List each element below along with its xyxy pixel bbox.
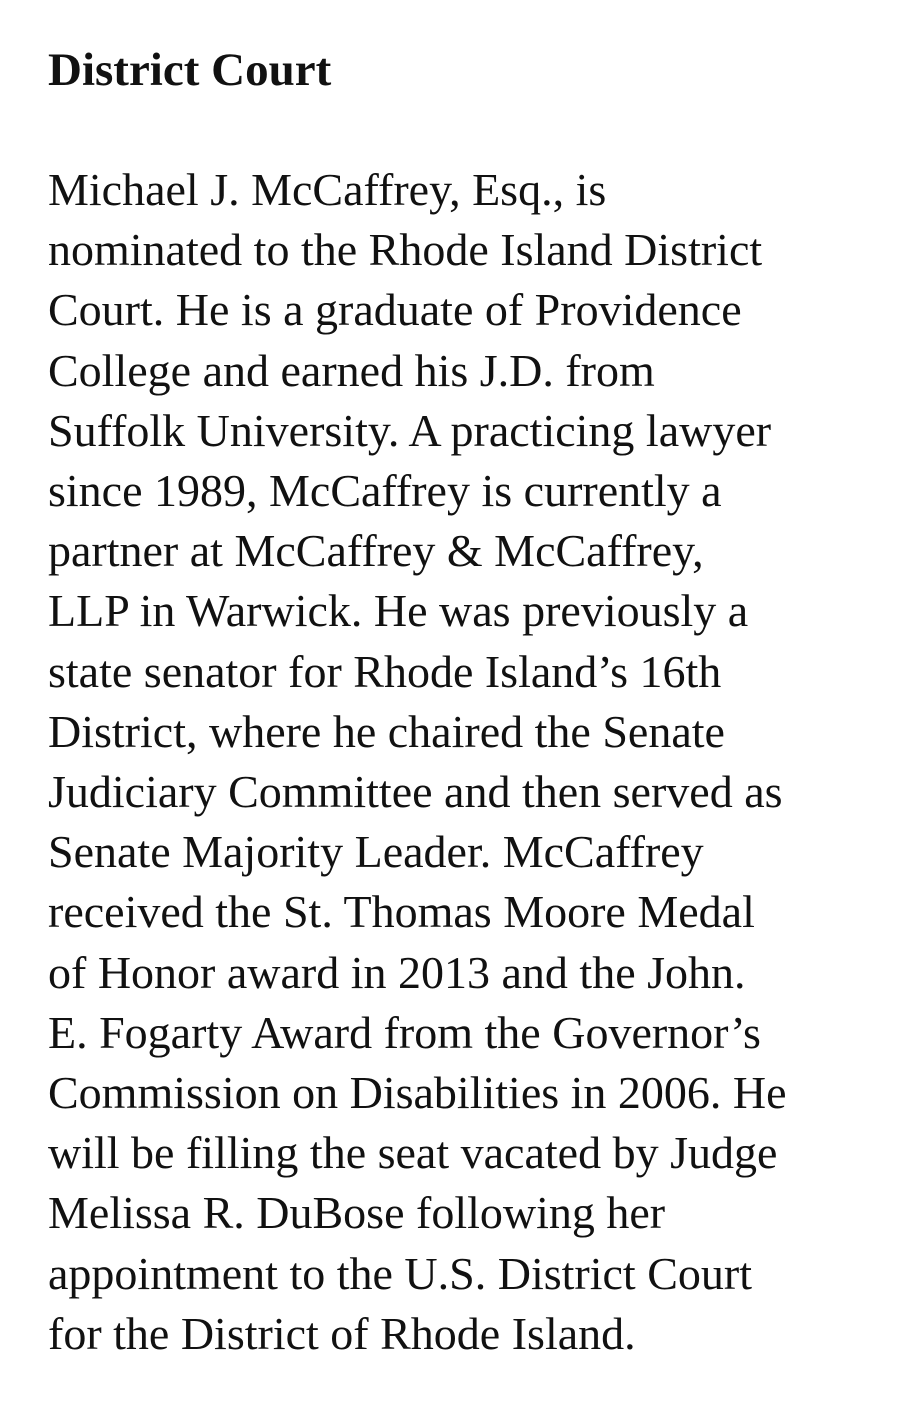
paragraph-line: appointment to the U.S. District Court [48, 1247, 752, 1299]
document-page [48, 40, 898, 1364]
paragraph-line: will be filling the seat vacated by Judge [48, 1127, 778, 1179]
section-heading: District Court [48, 44, 332, 96]
paragraph-line: for the District of Rhode Island. [48, 1307, 636, 1359]
paragraph-line: LLP in Warwick. He was previously a [48, 585, 749, 637]
paragraph-line: E. Fogarty Award from the Governor’s [48, 1006, 761, 1058]
paragraph-line: Commission on Disabilities in 2006. He [48, 1067, 787, 1119]
paragraph-line: since 1989, McCaffrey is currently a [48, 465, 722, 517]
nominee-paragraph [48, 160, 898, 1364]
paragraph-line: received the St. Thomas Moore Medal [48, 886, 755, 938]
paragraph-line: Senate Majority Leader. McCaffrey [48, 826, 704, 878]
paragraph-line: partner at McCaffrey & McCaffrey, [48, 525, 704, 577]
paragraph-line: Suffolk University. A practicing lawyer [48, 404, 772, 456]
paragraph-line: Court. He is a graduate of Providence [48, 284, 742, 336]
paragraph-line: of Honor award in 2013 and the John. [48, 946, 746, 998]
paragraph-line: Michael J. McCaffrey, Esq., is [48, 164, 607, 215]
paragraph-line: College and earned his J.D. from [48, 344, 655, 396]
paragraph-line: state senator for Rhode Island’s 16th [48, 645, 722, 697]
paragraph-line: District, where he chaired the Senate [48, 705, 725, 757]
paragraph-line: Judiciary Committee and then served as [48, 766, 783, 818]
paragraph-line: nominated to the Rhode Island District [48, 224, 763, 276]
paragraph-line: Melissa R. DuBose following her [48, 1187, 666, 1239]
